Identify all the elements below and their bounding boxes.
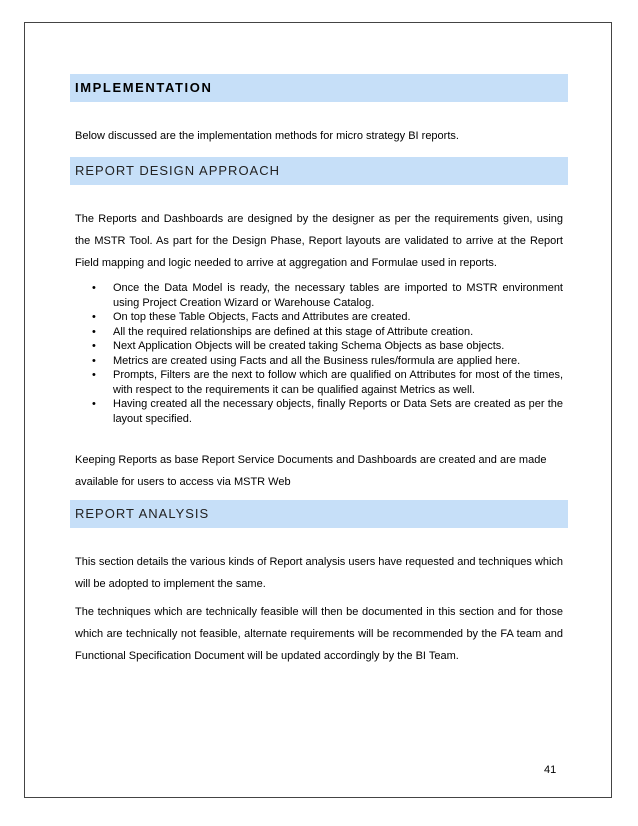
list-item-text: Next Application Objects will be created taking Schema Objects as base objects. xyxy=(113,340,505,352)
report-analysis-paragraph-2: The techniques which are technically feasible will then be documented in this section and for those which are technically not feasible, alternate requirements will be recommended by the FA team and Functional Specification Document will be updated accordingly by the BI Team. xyxy=(75,606,563,662)
list-item-text: Prompts, Filters are the next to follow which are qualified on Attributes for most of the times, with respect to the requirements it can be qualified against Metrics as well. xyxy=(113,369,563,396)
bullet-icon: • xyxy=(92,340,96,352)
list-item xyxy=(75,325,563,340)
list-item xyxy=(75,368,563,397)
list-item-text: Having created all the necessary objects, finally Reports or Data Sets are created as per the layout specified. xyxy=(113,398,563,425)
report-design-bullet-list xyxy=(75,281,563,426)
list-item xyxy=(75,397,563,426)
bullet-icon: • xyxy=(92,369,96,381)
implementation-heading: IMPLEMENTATION xyxy=(70,74,568,102)
list-item xyxy=(75,354,563,369)
bullet-icon: • xyxy=(92,311,96,323)
report-design-paragraph: The Reports and Dashboards are designed by the designer as per the requirements given, using the MSTR Tool. As part for the Design Phase, Report layouts are validated to arrive at the Report Field mapping and logic needed to arrive at aggregation and Formulae used in reports. xyxy=(75,213,563,269)
list-item-text: Once the Data Model is ready, the necessary tables are imported to MSTR environment using Project Creation Wizard or Warehouse Catalog. xyxy=(113,282,563,309)
bullet-icon: • xyxy=(92,354,96,367)
bullet-icon: • xyxy=(92,398,96,410)
bullet-icon: • xyxy=(92,325,96,338)
report-design-heading: REPORT DESIGN APPROACH xyxy=(70,157,568,185)
list-item-text: Metrics are created using Facts and all the Business rules/formula are applied here. xyxy=(113,354,521,367)
report-design-closing: Keeping Reports as base Report Service Documents and Dashboards are created and are made available for users to access via MSTR Web xyxy=(75,454,547,488)
list-item-text: On top these Table Objects, Facts and Attributes are created. xyxy=(113,311,411,323)
list-item xyxy=(75,310,563,325)
implementation-intro: Below discussed are the implementation methods for micro strategy BI reports. xyxy=(75,130,459,142)
list-item xyxy=(75,281,563,310)
page-number: 41 xyxy=(544,764,557,776)
list-item-text: All the required relationships are defined at this stage of Attribute creation. xyxy=(113,325,474,338)
report-analysis-heading: REPORT ANALYSIS xyxy=(70,500,568,528)
list-item xyxy=(75,339,563,354)
bullet-icon: • xyxy=(92,282,96,294)
report-analysis-paragraph-1: This section details the various kinds of Report analysis users have requested and techniques which will be adopted to implement the same. xyxy=(75,556,563,590)
